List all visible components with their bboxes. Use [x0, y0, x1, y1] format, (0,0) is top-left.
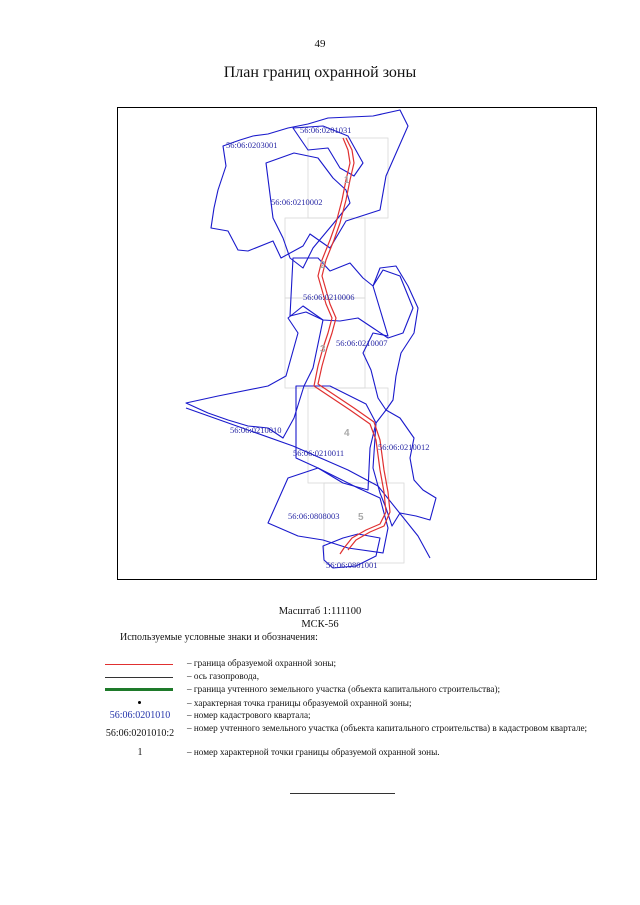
label-0808003: 56:06:0808003 [288, 511, 340, 521]
page-title: План границ охранной зоны [223, 64, 417, 81]
legend-heading: Используемые условные знаки и обозначения: [120, 632, 318, 643]
label-0801001: 56:06:0801001 [326, 560, 378, 570]
boundary-0210010 [186, 306, 323, 438]
page-number: 49 [314, 38, 326, 50]
legend-symbol-red-line [95, 657, 185, 671]
label-0210002: 56:06:0210002 [271, 197, 323, 207]
sheet-number-5: 5 [358, 512, 364, 523]
legend-symbol-black-line [95, 670, 185, 684]
sheet-number-1: 1 [344, 175, 350, 186]
legend-desc: – граница учтенного земельного участка (объекта капитального строительства); [187, 684, 501, 694]
legend-desc: – характерная точка границы образуемой охранной зоны; [187, 698, 412, 708]
legend-item-gas-axis [95, 670, 615, 684]
legend-item-parcel-boundary [95, 683, 615, 697]
label-0203001: 56:06:0203001 [226, 140, 278, 150]
label-0210007: 56:06:0210007 [336, 338, 388, 348]
legend-item-zone-boundary [95, 657, 615, 671]
legend-desc: – номер учтенного земельного участка (объекта капитального строительства) в кадастровом квартале; [187, 723, 588, 733]
label-0210012: 56:06:0210012 [378, 442, 430, 452]
label-0210011: 56:06:0210011 [293, 448, 345, 458]
legend-desc: – номер кадастрового квартала; [187, 710, 311, 720]
map-canvas[interactable] [118, 108, 597, 580]
sheet-number-2: 2 [320, 260, 326, 271]
cadastral-boundaries [186, 110, 436, 568]
legend-symbol-point-number: 1 [137, 747, 143, 758]
legend-item-quarter-number [95, 709, 615, 723]
label-0201031: 56:06:0201031 [300, 125, 352, 135]
sheet-5 [324, 483, 404, 563]
legend-symbol-black-text: 56:06:0201010:2 [105, 728, 175, 739]
legend-symbol-blue-text: 56:06:0201010 [109, 710, 171, 721]
map-frame[interactable] [117, 107, 597, 580]
sheet-number-3: 3 [320, 344, 326, 355]
legend-item-point-number [95, 746, 615, 760]
footer-rule [290, 793, 395, 794]
legend-desc: – ось газопровода, [187, 671, 260, 681]
legend-desc: – номер характерной точки границы образуемой охранной зоны. [187, 747, 440, 757]
legend-symbol-green-line [95, 683, 185, 697]
map-scale: Масштаб 1:111100 [278, 606, 362, 617]
sheet-number-4: 4 [344, 428, 350, 439]
legend-item-parcel-number [95, 723, 615, 737]
label-0210010: 56:06:0210010 [230, 425, 282, 435]
coordinate-system: МСК-56 [301, 619, 339, 630]
legend-desc: – граница образуемой охранной зоны; [187, 658, 337, 668]
label-0210006: 56:06:0210006 [303, 292, 355, 302]
